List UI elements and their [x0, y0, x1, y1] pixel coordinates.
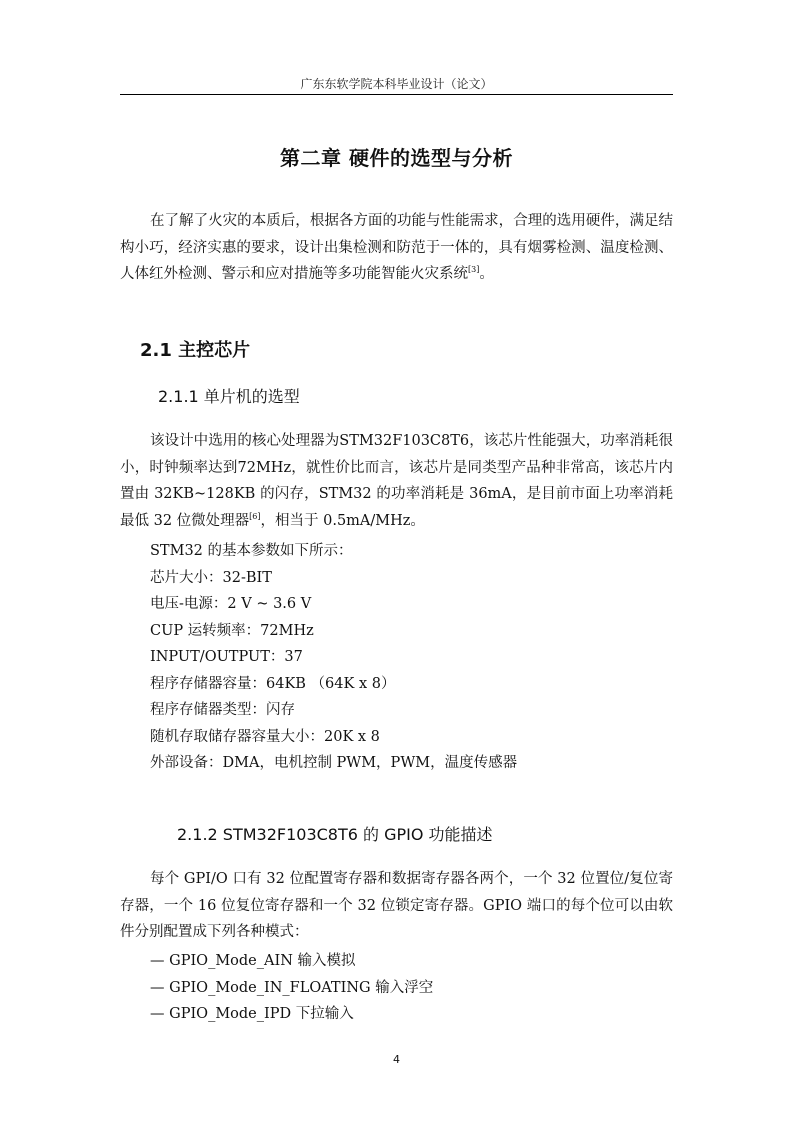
chapter-title: 第二章 硬件的选型与分析 — [280, 146, 513, 170]
mcu-paragraph — [120, 428, 673, 534]
subsection-title-2: 2.1.2 STM32F103C8T6 的 GPIO 功能描述 — [177, 825, 493, 844]
gpio-paragraph: 每个 GPI/O 口有 32 位配置寄存器和数据寄存器各两个，一个 32 位置位/复位寄存器，一个 16 位复位寄存器和一个 32 位锁定寄存器。GPIO 端口的每个位可以由软件分别配置成下列各种模式： — [120, 871, 673, 940]
param-line: INPUT/OUTPUT：37 — [150, 649, 303, 665]
param-line: 芯片大小：32-BIT — [150, 570, 272, 586]
param-line: 外部设备：DMA，电机控制 PWM，PWM，温度传感器 — [150, 755, 518, 771]
intro-text: 在了解了火灾的本质后，根据各方面的功能与性能需求，合理的选用硬件，满足结构小巧，经济实惠的要求，设计出集检测和防范于一体的，具有烟雾检测、温度检测、人体红外检测、警示和应对措施等多功能智能火灾系统 — [120, 213, 673, 282]
params-intro: STM32 的基本参数如下所示： — [150, 543, 353, 559]
subsection-title-1: 2.1.1 单片机的选型 — [158, 387, 300, 406]
gpio-mode-line: — GPIO_Mode_IPD 下拉输入 — [150, 1006, 354, 1022]
intro-end: 。 — [479, 266, 494, 282]
param-line: 程序存储器类型：闪存 — [150, 702, 295, 718]
param-line: 电压-电源：2 V ~ 3.6 V — [150, 596, 312, 612]
param-line: CUP 运转频率：72MHz — [150, 623, 314, 639]
param-line: 程序存储器容量：64KB （64K x 8） — [150, 676, 396, 692]
gpio-mode-line: — GPIO_Mode_IN_FLOATING 输入浮空 — [150, 980, 434, 996]
mcu-end: ，相当于 0.5mA/MHz。 — [260, 512, 425, 529]
intro-paragraph — [120, 208, 673, 288]
mcu-text: 该设计中选用的核心处理器为STM32F103C8T6，该芯片性能强大，功率消耗很小，时钟频率达到72MHz，就性价比而言，该芯片是同类型产品种非常高，该芯片内置由 32KB~128KB 的闪存，STM32 的功率消耗是 36mA，是目前市面上功率消耗最低 32 位微处理器 — [120, 433, 673, 529]
gpio-mode-line: — GPIO_Mode_AIN 输入模拟 — [150, 953, 356, 969]
page-header: 广东东软学院本科毕业设计（论文） — [300, 77, 493, 91]
header-rule — [120, 94, 673, 95]
section-title: 2.1 主控芯片 — [140, 340, 251, 361]
citation-ref: [3] — [468, 265, 480, 275]
page-number: 4 — [393, 1053, 400, 1066]
param-line: 随机存取储存器容量大小：20K x 8 — [150, 729, 380, 745]
citation-ref: [6] — [249, 511, 261, 521]
